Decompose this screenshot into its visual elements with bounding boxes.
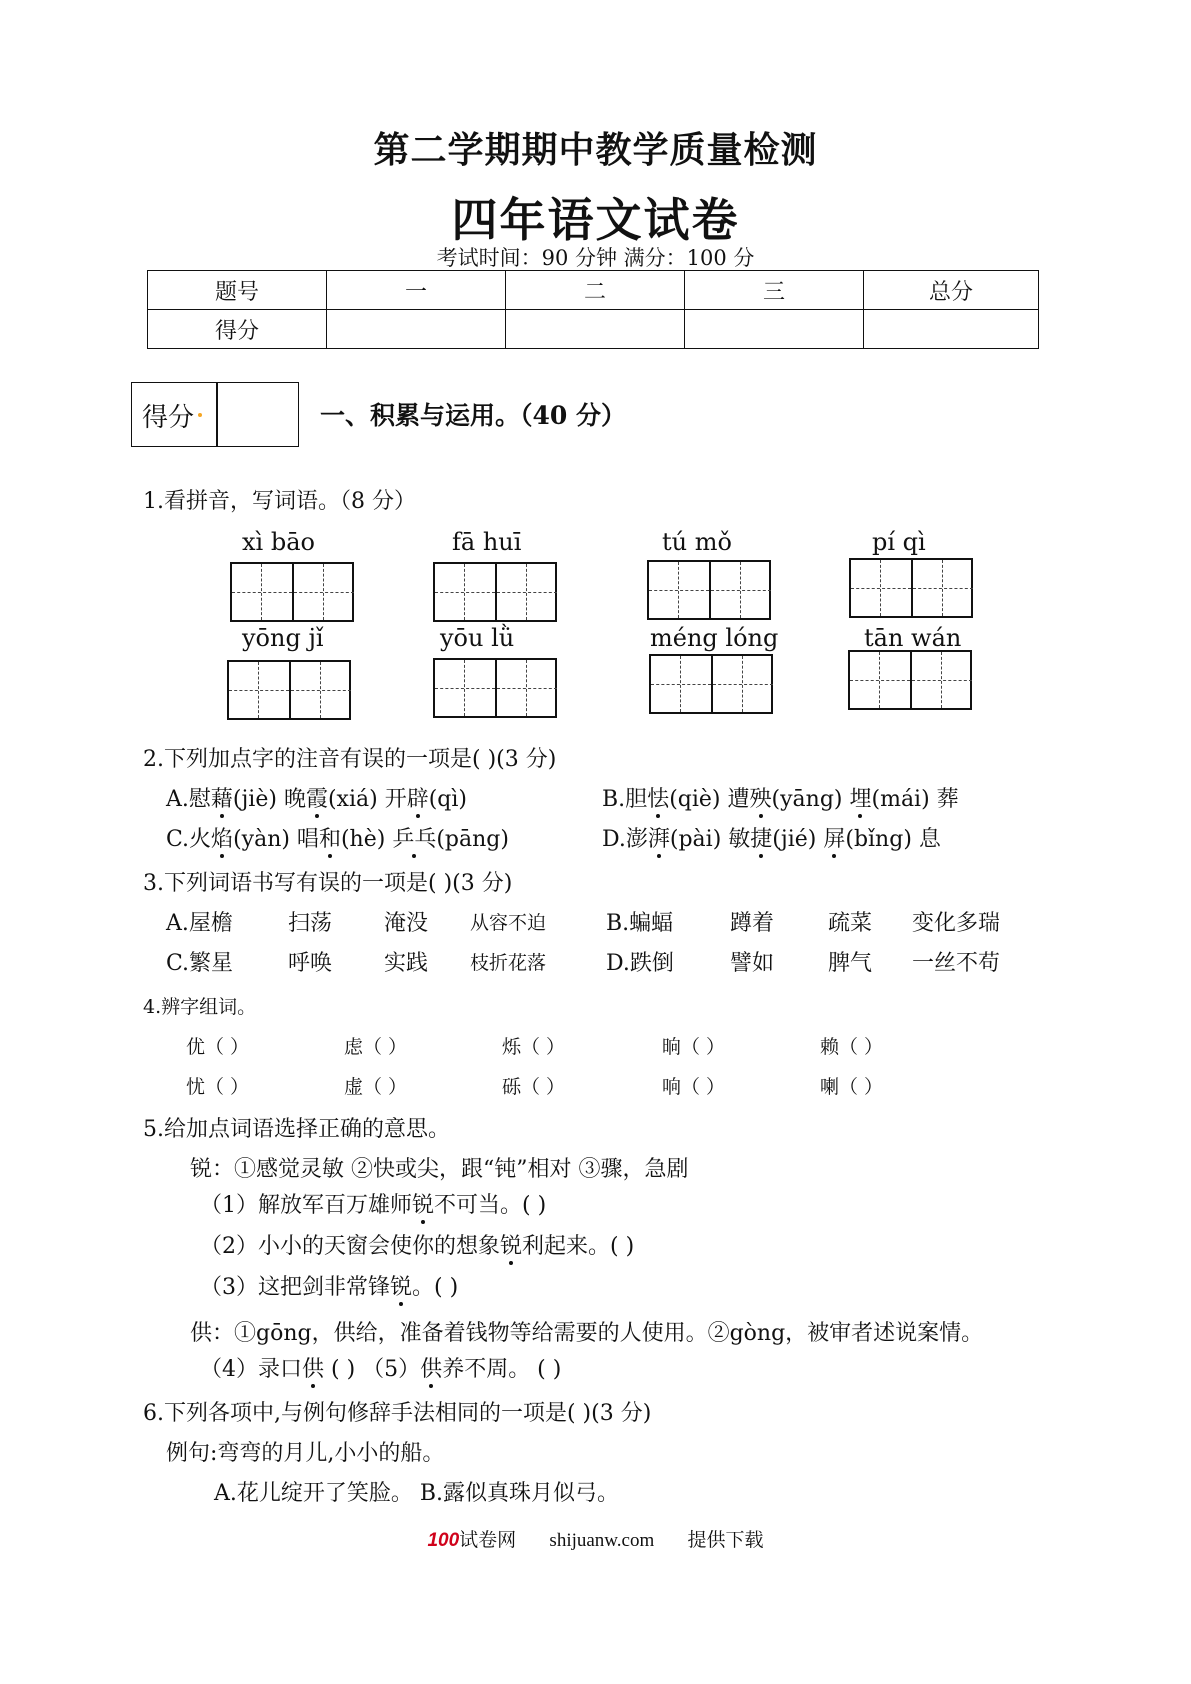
page-subtitle: 四年语文试卷 bbox=[451, 193, 740, 247]
question-5: 5.给加点词语选择正确的意思。 bbox=[143, 1117, 450, 1142]
word-blank[interactable]: 忧（ ） bbox=[186, 1076, 250, 1098]
question-4: 4.辨字组词。 bbox=[143, 996, 257, 1018]
question-6-options: A.花儿绽开了笑脸。 B.露似真珠月似弓。 bbox=[214, 1481, 620, 1506]
option-text: (bǐng) 息 bbox=[845, 827, 941, 852]
orange-dot bbox=[198, 413, 202, 417]
table-cell: 三 bbox=[685, 271, 864, 310]
table-row bbox=[148, 310, 1039, 349]
tianzige-box[interactable] bbox=[433, 562, 557, 622]
table-cell: 二 bbox=[506, 271, 685, 310]
tianzige-box[interactable] bbox=[227, 660, 351, 720]
tianzige-box[interactable] bbox=[849, 558, 973, 618]
dotted-char: 殃 bbox=[750, 782, 772, 813]
sentence-text: （1）解放军百万雄师 bbox=[200, 1193, 412, 1218]
option-text: (pài) 敏 bbox=[669, 827, 751, 852]
option-text: 枝折花落 bbox=[470, 952, 547, 974]
dotted-char: 湃 bbox=[648, 822, 670, 853]
option-text: 一丝不苟 bbox=[912, 951, 1001, 976]
sentence-text: 。( ) bbox=[412, 1275, 459, 1300]
question-3: 3.下列词语书写有误的一项是( )(3 分) bbox=[143, 871, 513, 896]
dotted-char: 锐 bbox=[500, 1229, 522, 1260]
table-cell[interactable] bbox=[506, 310, 685, 349]
pinyin-label: xì bāo bbox=[242, 528, 315, 556]
dotted-char: 怯 bbox=[647, 782, 669, 813]
site-name: 试卷网 bbox=[459, 1530, 517, 1551]
option-text: 蹲着 bbox=[730, 911, 775, 936]
pinyin-label: tú mǒ bbox=[662, 528, 732, 556]
word-blank[interactable]: 晌（ ） bbox=[662, 1036, 726, 1058]
dotted-char: 和 bbox=[319, 822, 341, 853]
option-text: B.胆 bbox=[602, 787, 648, 812]
dotted-char: 乒乓 bbox=[392, 822, 436, 853]
dotted-char: 捷 bbox=[750, 822, 772, 853]
sentence-2 bbox=[200, 1229, 634, 1260]
option-text: A.屋檐 bbox=[166, 911, 233, 936]
exam-time-info: 考试时间：90 分钟 满分：100 分 bbox=[436, 246, 755, 270]
option-text: 扫荡 bbox=[288, 911, 333, 936]
table-row bbox=[148, 271, 1039, 310]
sentence-text: （4）录口 bbox=[200, 1357, 302, 1382]
word-blank[interactable]: 虚（ ） bbox=[344, 1076, 408, 1098]
site-url[interactable]: shijuanw.com bbox=[549, 1530, 655, 1551]
table-cell: 题号 bbox=[148, 271, 327, 310]
example-sentence: 例句:弯弯的月儿,小小的船。 bbox=[166, 1441, 445, 1466]
definition-rui: 锐：①感觉灵敏 ②快或尖，跟“钝”相对 ③骤，急剧 bbox=[190, 1157, 689, 1182]
table-cell[interactable] bbox=[864, 310, 1039, 349]
pinyin-label: méng lóng bbox=[650, 624, 779, 652]
option-text: (xiá) 开 bbox=[327, 787, 407, 812]
sentence-text: （3）这把剑非常锋 bbox=[200, 1275, 390, 1300]
option-text: B.蝙蝠 bbox=[606, 911, 674, 936]
option-text: (yàn) 唱 bbox=[233, 827, 319, 852]
score-box-divider bbox=[216, 383, 218, 446]
word-blank[interactable]: 烁（ ） bbox=[502, 1036, 566, 1058]
table-cell[interactable] bbox=[685, 310, 864, 349]
word-blank[interactable]: 响（ ） bbox=[662, 1076, 726, 1098]
option-text: D.跌倒 bbox=[606, 951, 674, 976]
question-2-stem-b: 有误的一项是( )(3 分) bbox=[340, 747, 557, 772]
option-text: 譬如 bbox=[730, 951, 775, 976]
page-title: 第二学期期中教学质量检测 bbox=[373, 129, 818, 171]
table-cell: 一 bbox=[327, 271, 506, 310]
option-line-d bbox=[602, 822, 941, 853]
option-text: (yāng) bbox=[771, 787, 850, 812]
question-6: 6.下列各项中,与例句修辞手法相同的一项是( )(3 分) bbox=[143, 1401, 652, 1426]
option-text: (mái) 葬 bbox=[871, 787, 959, 812]
option-line-c bbox=[166, 822, 509, 853]
pinyin-label: yōu lǜ bbox=[440, 624, 515, 652]
section-score-label: 得分 bbox=[142, 403, 195, 433]
option-text: 呼唤 bbox=[288, 951, 333, 976]
definition-gong: 供：①gōng，供给，准备着钱物等给需要的人使用。②gòng，被审者述说案情。 bbox=[190, 1321, 984, 1346]
option-text: (pāng) bbox=[436, 827, 509, 852]
word-blank[interactable]: 砾（ ） bbox=[502, 1076, 566, 1098]
option-text: C.繁星 bbox=[166, 951, 234, 976]
option-text: A.慰 bbox=[166, 787, 211, 812]
question-2-stem-a: 2.下列加点字的注音 bbox=[143, 747, 340, 772]
option-text: 淹没 bbox=[384, 911, 429, 936]
tianzige-box[interactable] bbox=[230, 562, 354, 622]
tianzige-box[interactable] bbox=[649, 654, 773, 714]
question-1: 1.看拼音，写词语。（8 分） bbox=[143, 489, 416, 514]
option-text: (jié) bbox=[772, 827, 824, 852]
option-text: 从容不迫 bbox=[470, 912, 547, 934]
option-line-ab bbox=[166, 782, 467, 813]
word-blank[interactable]: 赖（ ） bbox=[820, 1036, 884, 1058]
option-text: (jiè) 晚 bbox=[232, 787, 306, 812]
option-text: D.澎 bbox=[602, 827, 648, 852]
tianzige-box[interactable] bbox=[433, 658, 557, 718]
option-text: (qì) bbox=[428, 787, 468, 812]
table-cell[interactable] bbox=[327, 310, 506, 349]
tianzige-box[interactable] bbox=[647, 560, 771, 620]
option-text: 实践 bbox=[384, 951, 429, 976]
score-table bbox=[147, 270, 1039, 349]
option-line-b bbox=[602, 782, 959, 813]
sentence-text: 不可当。( ) bbox=[434, 1193, 547, 1218]
option-text: (hè) bbox=[340, 827, 393, 852]
dotted-char: 屏 bbox=[823, 822, 845, 853]
section-title: 一、积累与运用。（40 分） bbox=[320, 401, 626, 430]
option-text: (qiè) 遭 bbox=[669, 787, 750, 812]
dotted-char: 锐 bbox=[390, 1270, 412, 1301]
option-text: C.火 bbox=[166, 827, 212, 852]
pinyin-label: tān wán bbox=[864, 624, 962, 652]
dotted-char: 供 bbox=[420, 1352, 442, 1383]
sentence-text: ( ) （5） bbox=[324, 1357, 421, 1382]
sentence-text: （2）小小的天窗会使你的想象 bbox=[200, 1234, 500, 1259]
dotted-char: 供 bbox=[302, 1352, 324, 1383]
site-logo: 100 bbox=[427, 1530, 460, 1551]
dotted-char: 辟 bbox=[407, 782, 429, 813]
table-cell: 总分 bbox=[864, 271, 1039, 310]
sentence-4-5 bbox=[200, 1352, 561, 1383]
dotted-char: 霞 bbox=[306, 782, 328, 813]
pinyin-label: yōng jǐ bbox=[242, 624, 324, 652]
option-text: 变化多瑞 bbox=[912, 911, 1001, 936]
pinyin-label: pí qì bbox=[872, 528, 926, 556]
dotted-char: 锐 bbox=[412, 1188, 434, 1219]
sentence-text: 利起来。( ) bbox=[522, 1234, 635, 1259]
word-blank[interactable]: 虑（ ） bbox=[344, 1036, 408, 1058]
dotted-char: 焰 bbox=[211, 822, 233, 853]
dotted-char: 埋 bbox=[849, 782, 871, 813]
footer bbox=[0, 1525, 1191, 1552]
option-text: 疏菜 bbox=[828, 911, 873, 936]
question-2 bbox=[143, 742, 556, 773]
word-blank[interactable]: 优（ ） bbox=[186, 1036, 250, 1058]
option-text: 脾气 bbox=[828, 951, 873, 976]
section-score-box bbox=[131, 382, 299, 447]
word-blank[interactable]: 喇（ ） bbox=[820, 1076, 884, 1098]
dotted-char: 藉 bbox=[211, 782, 233, 813]
sentence-1 bbox=[200, 1188, 546, 1219]
table-cell: 得分 bbox=[148, 310, 327, 349]
sentence-text: 养不周。 ( ) bbox=[442, 1357, 562, 1382]
sentence-3 bbox=[200, 1270, 458, 1301]
pinyin-label: fā huī bbox=[452, 528, 522, 556]
footer-note: 提供下载 bbox=[687, 1530, 764, 1551]
tianzige-box[interactable] bbox=[848, 650, 972, 710]
